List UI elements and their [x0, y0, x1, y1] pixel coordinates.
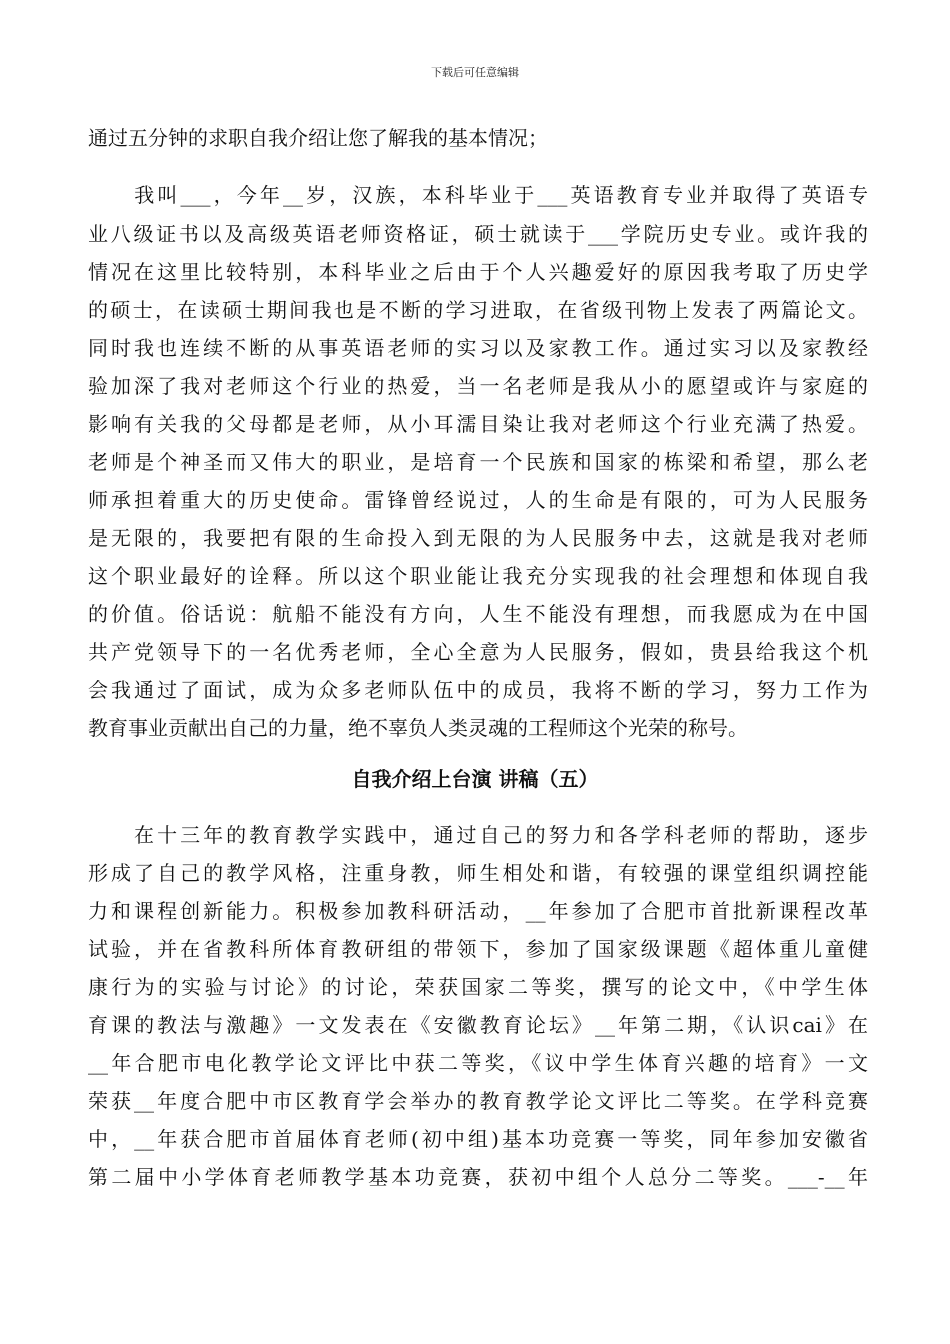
paragraph-line: 中，__年获合肥市首届体育老师(初中组)基本功竞赛一等奖，同年参加安徽省: [88, 1127, 868, 1151]
paragraph-line: __年合肥市电化教学论文评比中获二等奖，《议中学生体育兴趣的培育》一文: [88, 1051, 868, 1075]
paragraph-line: 在十三年的教育教学实践中，通过自己的努力和各学科老师的帮助，逐步: [88, 823, 868, 847]
paragraph-line: 同时我也连续不断的从事英语老师的实习以及家教工作。通过实习以及家教经: [88, 336, 868, 360]
paragraph-line: 通过五分钟的求职自我介绍让您了解我的基本情况；: [88, 126, 548, 150]
paragraph-line: 这个职业最好的诠释。所以这个职业能让我充分实现我的社会理想和体现自我: [88, 564, 868, 588]
paragraph-line: 影响有关我的父母都是老师，从小耳濡目染让我对老师这个行业充满了热爱。: [88, 412, 868, 436]
paragraph-line: 育课的教法与激趣》一文发表在《安徽教育论坛》__年第二期，《认识cai》在: [88, 1013, 868, 1037]
paragraph-line: 情况在这里比较特别，本科毕业之后由于个人兴趣爱好的原因我考取了历史学: [88, 260, 868, 284]
paragraph-line: 共产党领导下的一名优秀老师，全心全意为人民服务，假如，贵县给我这个机: [88, 640, 868, 664]
paragraph-line: 我叫___，今年__岁，汉族，本科毕业于___英语教育专业并取得了英语专: [88, 183, 868, 207]
paragraph-line: 业八级证书以及高级英语老师资格证，硕士就读于___学院历史专业。或许我的: [88, 222, 868, 246]
paragraph-line: 荣获__年度合肥中市区教育学会举办的教育教学论文评比二等奖。在学科竞赛: [88, 1089, 868, 1113]
paragraph-line: 教育事业贡献出自己的力量，绝不辜负人类灵魂的工程师这个光荣的称号。: [88, 716, 748, 740]
paragraph-line: 康行为的实验与讨论》的讨论，荣获国家二等奖，撰写的论文中，《中学生体: [88, 975, 868, 999]
paragraph-line: 老师是个神圣而又伟大的职业，是培育一个民族和国家的栋梁和希望，那么老: [88, 450, 868, 474]
paragraph-line: 师承担着重大的历史使命。雷锋曾经说过，人的生命是有限的，可为人民服务: [88, 488, 868, 512]
paragraph-line: 形成了自己的教学风格，注重身教，师生相处和谐，有较强的课堂组织调控能: [88, 861, 868, 885]
paragraph-line: 试验，并在省教科所体育教研组的带领下，参加了国家级课题《超体重儿童健: [88, 937, 868, 961]
paragraph-line: 验加深了我对老师这个行业的热爱，当一名老师是我从小的愿望或许与家庭的: [88, 374, 868, 398]
section-heading: 自我介绍上台演 讲稿（五）: [351, 767, 599, 791]
paragraph-line: 力和课程创新能力。积极参加教科研活动，__年参加了合肥市首批新课程改革: [88, 899, 868, 923]
paragraph-line: 会我通过了面试，成为众多老师队伍中的成员，我将不断的学习，努力工作为: [88, 678, 868, 702]
paragraph-line: 的价值。俗话说：航船不能没有方向，人生不能没有理想，而我愿成为在中国: [88, 602, 868, 626]
paragraph-line: 第二届中小学体育老师教学基本功竞赛，获初中组个人总分二等奖。___-__年: [88, 1165, 868, 1189]
page-header-note: 下载后可任意编辑: [431, 66, 519, 79]
paragraph-line: 的硕士，在读硕士期间我也是不断的学习进取，在省级刊物上发表了两篇论文。: [88, 298, 868, 322]
paragraph-line: 是无限的，我要把有限的生命投入到无限的为人民服务中去，这就是我对老师: [88, 526, 868, 550]
